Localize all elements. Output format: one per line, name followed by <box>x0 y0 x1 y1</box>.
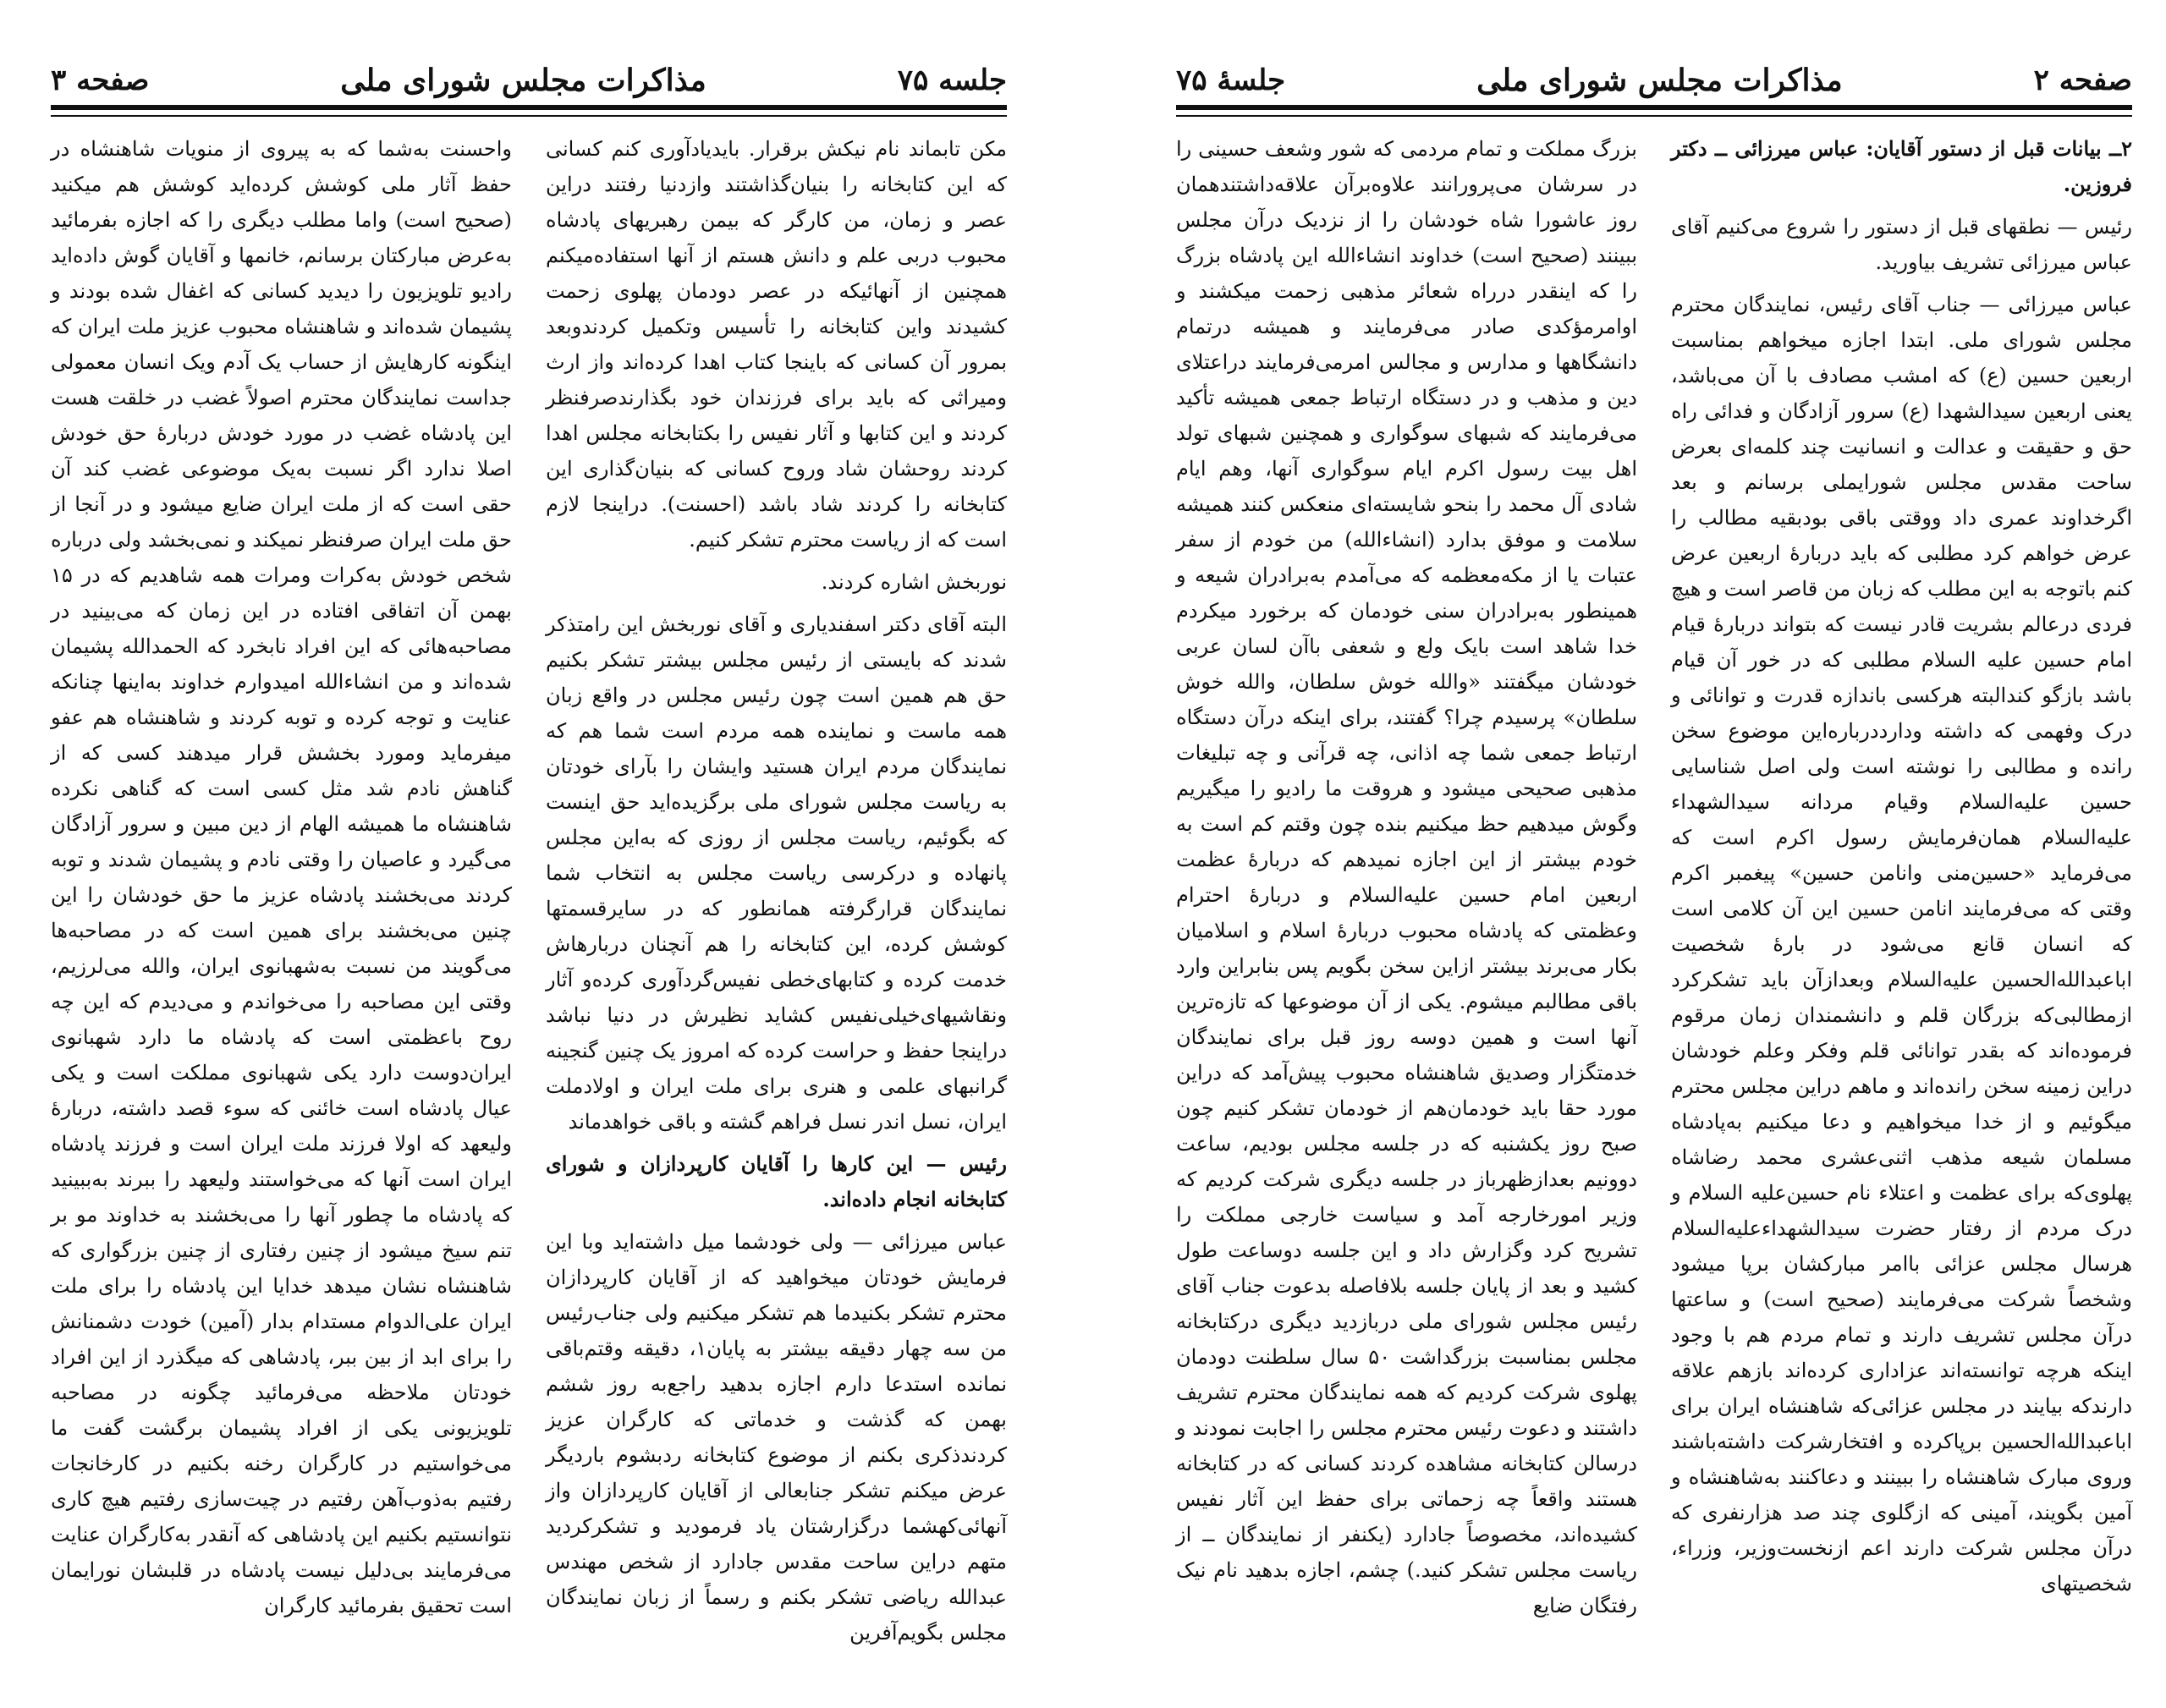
header-rule-thin <box>1176 115 2132 117</box>
paragraph: مکن تابماند نام نیکش برقرار. بایدیادآوری کنم کسانی که این کتابخانه را بنیان‌گذاشتند وازدنیا رفتند دراین عصر و زمان، من کارگر که بیمن رهبریهای پادشاه محبوب دربی علم و دانش هستم از آنها استفاده‌میکنم همچنین از آنهائیکه در عصر دودمان پهلوی زحمت کشیدند واین کتابخانه را تأسیس وتکمیل کردندوبعد بمرور آن کسانی که باینجا کتاب اهدا کرده‌اند واز ارث ومیراثی که باید برای فرزندان خود بگذارندصرفنظر کردند و این کتابها و آثار نفیس را بکتابخانه مجلس اهدا کردند روحشان شاد وروح کسانی که بنیان‌گذاری این کتابخانه را کردند شاد باشد (احسنت). دراینجا لازم است که از ریاست محترم تشکر کنیم. <box>546 137 1008 552</box>
right-col-inner <box>1176 131 1637 1657</box>
paragraph: بزرگ مملکت و تمام مردمی که شور وشعف حسینی را در سرشان می‌پرورانند علاوه‌برآن علاقه‌داشتندهمان روز عاشورا شاه خودشان را از نزدیک درآن مجلس ببینند (صحیح است) خداوند انشاءالله این پادشاه بزرگ را که اینقدر درراه شعائر مذهبی زحمت میکشند و اوامرمؤکدی صادر می‌فرمایند و همیشه درتمام دانشگاهها و مدارس و مجالس امرمی‌فرمایند دراعتلای دین و مذهب و در دستگاه ارتباط جمعی همیشه تأکید می‌فرمایند که شبهای سوگواری و همچنین شبهای تولد اهل بیت رسول اکرم ایام سوگواری آنها، وهم ایام شادی آل محمد را بنحو شایسته‌ای منعکس کنند همیشه سلامت و موفق بدارد (انشاءالله) من خودم از سفر عتبات یا از مکه‌معظمه که می‌آمدم به‌برادران شیعه و همینطور به‌برادران سنی خودمان که برخورد میکردم خدا شاهد است بایک ولع و شعفی باآن لسان عربی خودشان میگفتند «والله خوش سلطان، والله خوش سلطان» پرسیدم چرا؟ گفتند، برای اینکه درآن دستگاه ارتباط جمعی شما چه اذانی، چه قرآنی و چه تبلیغات مذهبی صحیحی میشود و هروقت ما رادیو را میگیریم وگوش میدهیم حظ میکنیم بنده چون وقتم کم است به خودم بیشتر از این اجازه نمیدهم که دربارهٔ عظمت اربعین امام حسین علیه‌السلام و دربارهٔ احترام وعظمتی که پادشاه محبوب دربارهٔ اسلام و اسلامیان بکار می‌برند بیشتر ازاین سخن بگویم پس بنابراین وارد باقی مطالبم میشوم. یکی از آن موضوعها که تازه‌ترین آنها است و همین دوسه روز قبل برای نمایندگان خدمتگزار وصدیق شاهنشاه محبوب پیش‌آمد که دراین مورد حقا باید خودمان‌هم از خودمان تشکر کنیم چون صبح روز یکشنبه که در جلسه مجلس بودیم، ساعت دوونیم بعدازظهرباز در جلسه دیگری شرکت کردیم که وزیر امورخارجه آمد و سیاست خارجی مملکت را تشریح کرد وگزارش داد و این جلسه دوساعت طول کشید و بعد از پایان جلسه بلافاصله بدعوت جناب آقای رئیس مجلس شورای ملی دربازدید دیگری درکتابخانه مجلس بمناسبت بزرگداشت ۵۰ سال سلطنت دودمان پهلوی شرکت کردیم که همه نمایندگان محترم تشریف داشتند و دعوت رئیس محترم مجلس را اجابت نمودند و درسالن کتابخانه مشاهده کردند کسانی که در کتابخانه هستند واقعاً چه زحماتی برای حفظ این آثار نفیس کشیده‌اند، مخصوصاً جادارد (یکنفر از نمایندگان ــ از ریاست مجلس تشکر کنید.) چشم، اجازه بدهید نام نیک رفتگان ضایع <box>1176 137 1638 1617</box>
paragraph: عباس میرزائی — ولی خودشما میل داشته‌اید وبا این فرمایش خودتان میخواهید که از آقایان کارپردازان محترم تشکر بکنیدما هم تشکر میکنیم ولی جناب‌رئیس من سه چهار دقیقه بیشتر به پایان۱، دقیقه وقتم‌باقی نمانده استدعا دارم اجازه بدهید راجع‌به روز ششم بهمن که گذشت و خدماتی که کارگران عزیز کردندذکری بکنم از موضوع کتابخانه ردبشوم باردیگر عرض میکنم تشکر جنابعالی از آقایان کارپردازان واز آنهائی‌کهشما درگزارشتان یاد فرمودید و تشکرکردید متهم دراین ساحت مقدس جادارد از شخص مهندس عبدالله ریاضی تشکر بکنم و رسماً از زبان نمایندگان مجلس بگویم‌آفرین <box>546 1230 1007 1645</box>
left-page-header <box>51 51 1007 110</box>
left-page-title: مذاکرات مجلس شورای ملی <box>340 63 706 98</box>
right-col-outer <box>1671 131 2132 1657</box>
left-page-number: صفحه ۳ <box>51 63 150 97</box>
right-page-number: صفحه ۲ <box>2033 63 2132 97</box>
paragraph: عباس میرزائی — جناب آقای رئیس، نمایندگان محترم مجلس شورای ملی. ابتدا اجازه میخواهم بمناسبت اربعین حسین (ع) که امشب مصادف با آن می‌باشد، یعنی اربعین سیدالشهدا (ع) سرور آزادگان و فدائی راه حق و حقیقت و عدالت و انسانیت چند کلمه‌ای بعرض ساحت مقدس مجلس شورایملی برسانم و بعد اگرخداوند عمری داد ووقتی باقی بودبقیه مطالب را عرض خواهم کرد مطلبی که باید دربارهٔ اربعین عرض کنم باتوجه به این مطلب که زبان من قاصر است و هیچ فردی درعالم بشریت قادر نیست که بتواند دربارهٔ قیام امام حسین علیه السلام مطلبی که در خور آن قیام باشد بازگو کندالبته هرکسی باندازه قدرت و توانائی و درک وفهمی که داشته ودارددرباره‌این موضوع سخن رانده و مطالبی را نوشته است ولی اصل شناسایی حسین علیه‌السلام وقیام مردانه سیدالشهداء علیه‌السلام همان‌فرمایش رسول اکرم است که می‌فرماید «حسین‌منی وانامن حسین» پیغمبر اکرم وقتی که می‌فرمایند انامن حسین این آن کلامی است که انسان قانع می‌شود در بارهٔ شخصیت اباعبدالله‌الحسین علیه‌السلام وبعدازآن باید تشکرکرد ازمطالبی‌که بزرگان قلم و دانشمندان زمان مرقوم فرموده‌اند که بقدر توانائی قلم وفکر وعلم خودشان دراین زمینه سخن رانده‌اند و ماهم دراین مجلس محترم میگوئیم و از خدا میخواهیم و دعا میکنیم به‌پادشاه مسلمان شیعه مذهب اثنی‌عشری محمد رضاشاه پهلوی‌که برای عظمت و اعتلاء نام حسین‌علیه السلام و درک مردم از رفتار حضرت سیدالشهداءعلیه‌السلام هرسال مجلس عزائی باامر مبارکشان برپا میشود وشخصاً شرکت می‌فرمایند (صحیح است) و ساعتها درآن مجلس تشریف دارند و تمام مردم هم با وجود اینکه هرچه توانسته‌اند عزاداری کرده‌اند بازهم علاقه دارندکه بیایند در مجلس عزائی‌که شاهنشاه ایران برای اباعبدالله‌الحسین برپاکرده و افتخارشرکت داشته‌باشند وروی مبارک شاهنشاه را ببینند و دعاکنند به‌شاهنشاه و آمین بگویند، آمینی که ازگلوی چند صد هزارنفری که درآن مجلس شرکت دارند اعم ازنخست‌وزیر، وزراء، شخصیتهای <box>1671 293 2132 1595</box>
right-page-columns <box>1176 131 2132 1657</box>
header-rule <box>51 105 1007 110</box>
left-page-columns <box>51 131 1007 1657</box>
right-page-session: جلسهٔ ۷۵ <box>1176 63 1286 97</box>
header-rule <box>1176 105 2132 110</box>
right-page-header <box>1176 51 2132 110</box>
header-rule-thin <box>51 115 1007 117</box>
paragraph: واحسنت به‌شما که به پیروی از منویات شاهنشاه در حفظ آثار ملی کوشش کرده‌اید کوشش هم میکنید (صحیح است) واما مطلب دیگری را که اجازه بفرمائید به‌عرض مبارکتان برسانم، خانمها و آقایان گوش داده‌اید رادیو تلویزیون را دیدید کسانی که اغفال شده بودند و پشیمان شده‌اند و شاهنشاه محبوب عزیز ملت ایران که اینگونه کارهایش از حساب یک آدم ویک انسان معمولی جداست نمایندگان محترم اصولاً غضب در خلقت هست این پادشاه غضب در مورد خودش دربارهٔ حق خودش اصلا ندارد اگر نسبت به‌یک موضوعی غضب کند آن حقی است که از ملت ایران ضایع میشود و در آنجا از حق ملت ایران صرفنظر نمیکند و نمی‌بخشد ولی درباره شخص خودش به‌کرات ومرات همه شاهدیم که در ۱۵ بهمن آن اتفاقی افتاده در این زمان که می‌بینید در مصاحبه‌هائی که این افراد نابخرد که الحمدالله پشیمان شده‌اند و من انشاءالله امیدوارم خداوند به‌اینها چنانکه عنایت و توجه کرده و توبه کردند و شاهنشاه هم عفو میفرماید ومورد بخشش قرار میدهند کسی که از گناهش نادم شد مثل کسی است که گناهی نکرده شاهنشاه ما همیشه الهام از دین مبین و سرور آزادگان می‌گیرد و عاصیان را وقتی نادم و پشیمان شدند و توبه کردند می‌بخشند پادشاه عزیز ما حق خودشان را این چنین می‌بخشند برای همین است که در مصاحبه‌ها می‌گویند من نسبت به‌شهبانوی ایران، والله می‌لرزیم، وقتی این مصاحبه را می‌خواندم و می‌دیدم که این چه روح باعظمتی است که پادشاه ما دارد شهبانوی ایران‌دوست دارد یکی شهبانوی مملکت است و یکی عیال پادشاه است خائنی که سوء قصد داشته، دربارهٔ ولیعهد که اولا فرزند ملت ایران است و فرزند پادشاه ایران است آنها که می‌خواستند ولیعهد را ببرند به‌ببینید که پادشاه ما چطور آنها را می‌بخشند به خداوند مو بر تنم سیخ میشود از چنین رفتاری از چنین بزرگواری که شاهنشاه نشان میدهد خدایا این پادشاه را برای ملت ایران علی‌الدوام مستدام بدار (آمین) خودت دشمنانش را برای ابد از بین ببر، پادشاهی که میگذرد از این افراد خودتان ملاحظه می‌فرمائید چگونه در مصاحبه تلویزیونی یکی از افراد پشیمان برگشت گفت ما می‌خواستیم در کارگران رخنه بکنیم در کارخانجات رفتیم به‌ذوب‌آهن رفتیم در چیت‌سازی رفتیم هیچ کاری نتوانستیم بکنیم این پادشاهی که آنقدر به‌کارگران عنایت می‌فرمایند بی‌دلیل نیست پادشاه در قلبشان نورایمان است تحقیق بفرمائید کارگران <box>51 137 513 1617</box>
left-page-session: جلسه ۷۵ <box>897 63 1007 97</box>
left-col-inner <box>546 131 1007 1657</box>
paragraph: رئیس — این کارها را آقایان کارپردازان و شورای کتابخانه انجام داده‌اند. <box>546 1151 1007 1211</box>
left-page <box>0 0 1041 1708</box>
right-page <box>1125 0 2166 1708</box>
paragraph: البته آقای دکتر اسفندیاری و آقای نوربخش این رامتذکر شدند که بایستی از رئیس مجلس بیشتر تشکر بکنیم حق هم همین است چون رئیس مجلس در واقع زبان همه ماست و نماینده همه مردم است شما هم که نمایندگان مردم ایران هستید وایشان را بآرای خودتان به ریاست مجلس شورای ملی برگزیده‌اید حق اینست که بگوئیم، ریاست مجلس از روزی که به‌این مجلس پانهاده و درکرسی ریاست مجلس به انتخاب شما نمایندگان قرارگرفته همانطور که در سایرقسمتها کوشش کرده، این کتابخانه را هم آنچنان دربارهاش خدمت کرده و کتابهای‌خطی نفیس‌گردآوری کرده‌و آثار ونقاشیهای‌خیلی‌نفیس کشاید نظیرش در دنیا نباشد دراینجا حفظ و حراست کرده که امروز یک چنین گنجینه گرانبهای علمی و هنری برای ملت ایران و اولادملت ایران، نسل اندر نسل فراهم گشته و باقی خواهدماند <box>546 612 1008 1134</box>
paragraph: نوربخش اشاره کردند. <box>821 570 1007 594</box>
section-heading: ۲ــ بیانات قبل از دستور آقایان: عباس میرزائی ــ دکتر فروزین. <box>1671 136 2132 196</box>
right-page-title: مذاکرات مجلس شورای ملی <box>1476 63 1843 98</box>
left-col-outer <box>51 131 512 1657</box>
paragraph: رئیس — نطقهای قبل از دستور را شروع می‌کنیم آقای عباس میرزائی تشریف بیاورید. <box>1671 215 2132 274</box>
